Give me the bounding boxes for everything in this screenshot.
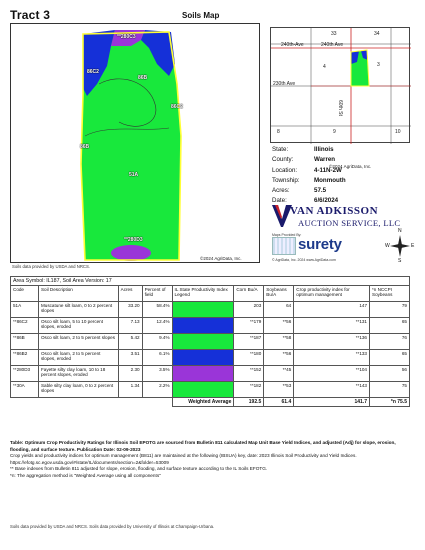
surety-wordmark: surety: [298, 236, 342, 253]
soybean-yield: **53: [264, 382, 294, 398]
nccpi-soybeans: 65: [370, 350, 410, 366]
logo-v-mark-icon: [272, 205, 292, 227]
map-label: 86C2: [87, 69, 99, 75]
info-value-acres: 57.5: [314, 187, 327, 195]
surety-logo-icon: [272, 237, 296, 255]
soil-percent: 9.4%: [142, 334, 172, 350]
nccpi-soybeans: 75: [370, 382, 410, 398]
table-row: [11, 382, 410, 398]
tract-info: [272, 145, 346, 207]
soil-acres: 2.30: [118, 366, 142, 382]
soil-percent: 6.1%: [142, 350, 172, 366]
table-row: [11, 318, 410, 334]
column-header: *n NCCPI Soybeans: [370, 286, 410, 302]
crop-productivity-index: **143: [294, 382, 370, 398]
soil-acres: 33.20: [118, 302, 142, 318]
soybean-yield: **58: [264, 334, 294, 350]
legend-swatch: [172, 302, 234, 318]
note-link[interactable]: https://efotg.sc.egov.usda.gov/#/state/IL/documents/section=2&folder=53009: [10, 459, 169, 465]
note-table: Table: Optimum Crop Productivity Ratings for Illinois Soil EPOTG are sourced from Bulletin 811 calculated Map Unit Base Yield Indices, and adjusted (Adj) for slope, erosion, flooding, and surface texture. Publication Date: 02-09-2023: [10, 440, 396, 452]
legend-swatch: [172, 382, 234, 398]
soil-region-280d3: [111, 245, 151, 261]
road-label: 240th Ave: [321, 42, 344, 48]
column-header: IL State Productivity Index Legend: [172, 286, 234, 302]
soil-acres: 5.42: [118, 334, 142, 350]
section-number: 10: [395, 129, 401, 135]
soil-acres: 7.13: [118, 318, 142, 334]
soil-code: **30A: [11, 382, 39, 398]
info-label: Acres:: [272, 187, 290, 195]
auction-logo: [272, 205, 410, 229]
map-label: 51A: [129, 172, 139, 178]
info-label: Date:: [272, 197, 287, 205]
info-label: Location:: [272, 166, 298, 174]
soils-data-credit: Soils data provided by USDA and NRCS.: [12, 264, 91, 269]
road-label: 240th-Ave: [281, 42, 304, 48]
info-label: Township:: [272, 176, 300, 184]
compass-rose-icon: [385, 228, 415, 264]
corn-yield: **187: [234, 334, 264, 350]
legend-swatch: [172, 318, 234, 334]
crop-productivity-index: **104: [294, 366, 370, 382]
section-number: 3: [377, 62, 380, 68]
page-footer: Soils data provided by USDA and NRCS. Soils data provided by University of Illinois at Champaign-Urbana.: [10, 524, 215, 529]
soil-code: **280D3: [11, 366, 39, 382]
map-label: **280D3: [124, 237, 143, 243]
soil-percent: 2.2%: [142, 382, 172, 398]
soil-description: Sable silty clay loam, 0 to 2 percent slopes: [38, 382, 118, 398]
nccpi-soybeans: 56: [370, 366, 410, 382]
info-label: State:: [272, 146, 289, 153]
table-row: [11, 350, 410, 366]
map-label: **280C3: [117, 34, 136, 40]
soil-description: Osco silt loam, 2 to 5 percent slopes: [38, 334, 118, 350]
legend-swatch: [172, 334, 234, 350]
info-value-county: Warren: [314, 156, 336, 164]
info-value-township: Monmouth: [314, 176, 346, 184]
road-label: 60th St: [337, 100, 343, 116]
soybean-yield: **56: [264, 318, 294, 334]
compass-w: W: [385, 243, 390, 249]
table-row: [11, 334, 410, 350]
soil-percent: 3.5%: [142, 366, 172, 382]
weighted-nccpi: *n 75.5: [370, 398, 410, 407]
legend-swatch: [172, 366, 234, 382]
soil-acres: 3.51: [118, 350, 142, 366]
legend-color: [173, 318, 234, 333]
column-header: Corn Bu/A: [234, 286, 264, 302]
soil-acres: 1.34: [118, 382, 142, 398]
legend-color: [173, 334, 234, 349]
note-base-index: ** Base indexes from Bulletin 811 adjusted for slope, erosion, flooding, and surface texture according to the IL Soils EFOTG.: [10, 466, 268, 472]
soil-description: Muscatune silt loam, 0 to 2 percent slopes: [38, 302, 118, 318]
section-number: 8: [277, 129, 280, 135]
info-value-state: Illinois: [314, 146, 334, 153]
map-copyright: ©2024 AgriData, Inc.: [200, 256, 242, 261]
map-label: 86C2: [171, 104, 183, 110]
legend-color: [173, 350, 234, 365]
road-label: 230th Ave: [273, 81, 296, 87]
soil-code: **86B2: [11, 350, 39, 366]
area-symbol: Area Symbol: IL187, Soil Area Version: 17: [11, 277, 410, 286]
table-row: [11, 302, 410, 318]
column-header: Acres: [118, 286, 142, 302]
crop-productivity-index: **133: [294, 350, 370, 366]
weighted-average-label: Weighted Average: [172, 398, 234, 407]
logo-line-1: VAN ADKISSON: [290, 205, 379, 217]
soils-map-drawing: [11, 24, 261, 264]
crop-productivity-index: 147: [294, 302, 370, 318]
column-header: Crop productivity index for optimum management: [294, 286, 370, 302]
info-value-location: 4-11N-2W: [314, 166, 342, 174]
soybean-yield: **45: [264, 366, 294, 382]
logo-line-2: AUCTION SERVICE, LLC: [298, 218, 401, 228]
column-header: Percent of field: [142, 286, 172, 302]
compass-n: N: [398, 228, 402, 234]
section-number: 9: [333, 129, 336, 135]
weighted-soy: 61.4: [264, 398, 294, 407]
soil-code: **86C2: [11, 318, 39, 334]
legend-color: [173, 302, 234, 317]
tract-title: Tract 3: [10, 8, 51, 22]
soils-map: [10, 23, 260, 263]
soils-table: [10, 276, 410, 407]
soil-description: Osco silt loam, 5 to 10 percent slopes, eroded: [38, 318, 118, 334]
soybean-yield: **56: [264, 350, 294, 366]
note-yields: Crop yields and productivity indices for optimum management (B811) are maintained at the following (IBSUA) key, date: 2023 Illinois Soil Productivity and Yield Indices.: [10, 453, 357, 459]
nccpi-soybeans: 76: [370, 334, 410, 350]
info-label: County:: [272, 156, 294, 164]
legend-swatch: [172, 350, 234, 366]
crop-productivity-index: **136: [294, 334, 370, 350]
legend-color: [173, 382, 234, 397]
table-notes: [10, 440, 412, 480]
compass-e: E: [411, 243, 415, 249]
column-header: Soil Description: [38, 286, 118, 302]
soil-percent: 12.4%: [142, 318, 172, 334]
corn-yield: **152: [234, 366, 264, 382]
weighted-corn: 192.5: [234, 398, 264, 407]
corn-yield: **182: [234, 382, 264, 398]
note-aggregation: *n: The aggregation method is "Weighted Average using all components": [10, 472, 161, 478]
corn-yield: **180: [234, 350, 264, 366]
agridata-footer: © AgriData, Inc. 2024 www.AgriData.com: [272, 258, 336, 262]
column-header: Code: [11, 286, 39, 302]
map-label: 86B: [80, 144, 90, 150]
info-value-date: 6/6/2024: [314, 197, 339, 205]
legend-color: [173, 366, 234, 381]
section-number: 33: [331, 31, 337, 37]
section-number: 4: [323, 64, 326, 70]
column-header: Soybeans Bu/A: [264, 286, 294, 302]
soil-description: Fayette silty clay loam, 10 to 18 percent slopes, eroded: [38, 366, 118, 382]
weighted-average-row: [11, 398, 410, 407]
section-number: 34: [374, 31, 380, 37]
surety-branding: [272, 228, 415, 264]
table-header-row: [11, 286, 410, 302]
corn-yield: **179: [234, 318, 264, 334]
inset-copyright: ©2024 AgriData, Inc.: [329, 164, 372, 169]
soil-percent: 58.4%: [142, 302, 172, 318]
compass-s: S: [398, 258, 402, 264]
maps-provided-by: Maps Provided By:: [272, 233, 302, 237]
soil-code: 51A: [11, 302, 39, 318]
crop-productivity-index: **131: [294, 318, 370, 334]
table-row: [11, 366, 410, 382]
soil-code: **86B: [11, 334, 39, 350]
corn-yield: 203: [234, 302, 264, 318]
nccpi-soybeans: 79: [370, 302, 410, 318]
soil-description: Osco silt loam, 2 to 5 percent slopes, eroded: [38, 350, 118, 366]
soybean-yield: 64: [264, 302, 294, 318]
weighted-cpi: 141.7: [294, 398, 370, 407]
map-label: 86B: [138, 75, 148, 81]
map-title: Soils Map: [182, 11, 220, 20]
nccpi-soybeans: 65: [370, 318, 410, 334]
